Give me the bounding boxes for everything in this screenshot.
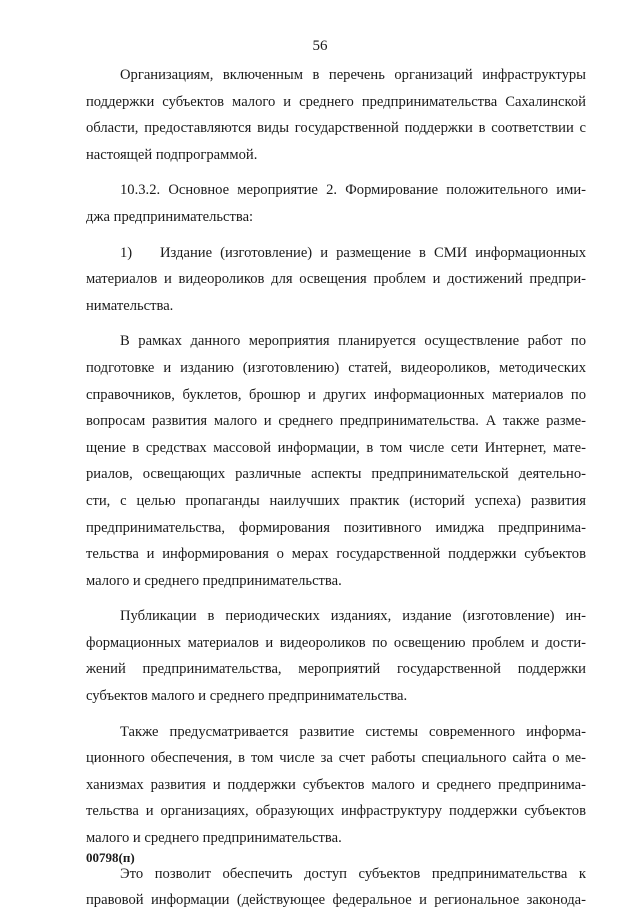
text-line: настоящей подпрограммой. [86, 146, 258, 163]
paragraph [86, 603, 586, 709]
text-line: малого и среднего предпринимательства. [86, 830, 342, 847]
paragraph [86, 328, 586, 594]
paragraph [86, 719, 586, 852]
text-line: поддержки субъектов малого и среднего предпринимательства Сахалинской [86, 93, 586, 110]
text-line: материалов и видеороликов для освещения проблем и достижений предпри- [86, 271, 586, 288]
text-line: малого и среднего предпринимательства. [86, 572, 342, 589]
text-line: сти, с целью пропаганды наилучших практик (историй успеха) развития [86, 492, 586, 509]
page-number: 56 [312, 38, 328, 54]
text-line: 10.3.2. Основное мероприятие 2. Формирование положительного ими- [120, 182, 586, 199]
text-line: жений предпринимательства, мероприятий государственной поддержки [86, 661, 586, 678]
text-line: подготовке и изданию (изготовлению) статей, видеороликов, методических [86, 359, 586, 376]
text-line: субъектов малого и среднего предпринимательства. [86, 688, 408, 705]
text-line: щение в средствах массовой информации, в том числе сети Интернет, мате- [86, 439, 586, 456]
text-line: тельства и организациях, образующих инфраструктуру поддержки субъектов [86, 803, 586, 820]
text-line: области, предоставляются виды государственной поддержки в соответствии с [86, 120, 586, 137]
text-line [86, 240, 586, 267]
text-line: формационных материалов и видеороликов по освещению проблем и дости- [86, 634, 586, 651]
text-line: справочников, буклетов, брошюр и других информационных материалов по [86, 386, 586, 403]
paragraph [86, 861, 586, 914]
text-line: вопросам развития малого и среднего предпринимательства. А также разме- [86, 413, 586, 430]
text-line: риалов, освещающих различные аспекты предпринимательской деятельно- [86, 466, 586, 483]
text-line: правовой информации (действующее федеральное и региональное законода- [86, 892, 586, 909]
text-line: Организациям, включенным в перечень организаций инфраструктуры [120, 67, 586, 83]
document-body [86, 62, 586, 914]
paragraph [86, 177, 586, 230]
text-line: Это позволит обеспечить доступ субъектов предпринимательства к [120, 865, 586, 882]
text-line: ханизмах развития и поддержки субъектов малого и среднего предпринима- [86, 776, 586, 793]
text-line: Публикации в периодических изданиях, издание (изготовление) ин- [120, 608, 586, 625]
paragraph [86, 62, 586, 168]
text-line: Также предусматривается развитие системы современного информа- [120, 723, 586, 740]
text-line: джа предпринимательства: [86, 208, 254, 225]
document-code: 00798(п) [86, 850, 135, 865]
text-line: ционного обеспечения, в том числе за счет работы специального сайта о ме- [86, 750, 586, 767]
list-text: Издание (изготовление) и размещение в СМИ информационных [160, 244, 586, 261]
text-line: тельства и информирования о мерах государственной поддержки субъектов [86, 546, 586, 563]
text-line: нимательства. [86, 297, 174, 314]
text-line: предпринимательства, формирования позитивного имиджа предпринима- [86, 519, 586, 536]
text-line: В рамках данного мероприятия планируется осуществление работ по [120, 333, 586, 350]
paragraph [86, 240, 586, 320]
list-number: 1) [120, 244, 133, 261]
